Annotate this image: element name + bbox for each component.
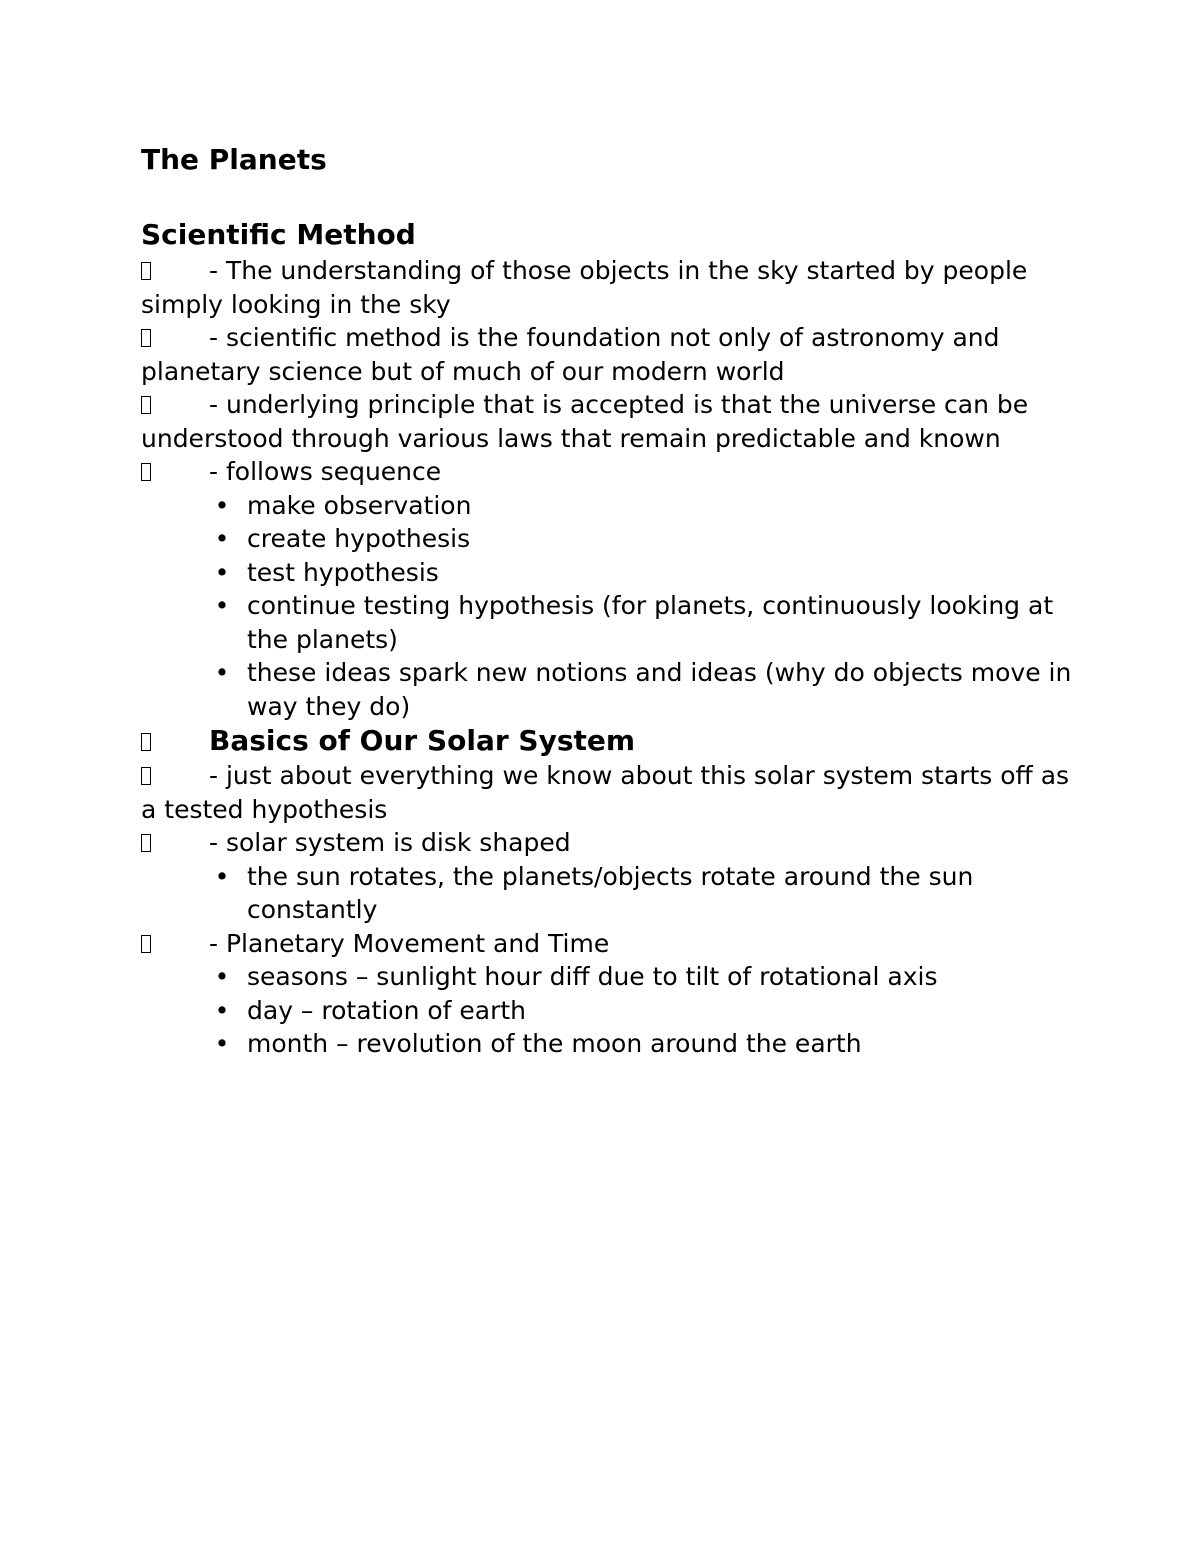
list-item: [214, 1027, 1076, 1061]
entry-text: - solar system is disk shaped: [209, 828, 571, 857]
entry: [141, 927, 1076, 961]
missing-glyph-icon: [141, 262, 151, 280]
list-item: [214, 960, 1076, 994]
section-heading-solar-system: [141, 723, 1076, 759]
entry: [141, 826, 1076, 860]
document-page: [141, 140, 1076, 1061]
bullet-icon: •: [214, 861, 230, 891]
missing-glyph-icon: [141, 329, 151, 347]
document-title: The Planets: [141, 143, 327, 176]
bullet-icon: •: [214, 995, 230, 1025]
entry-text: - follows sequence: [209, 457, 442, 486]
bullet-icon: •: [214, 591, 230, 620]
missing-glyph-icon: [141, 935, 151, 953]
bullet-list: [141, 860, 1076, 927]
entry-text: - scientific method is the foundation not only of astronomy and planetary science but of much of our modern world: [141, 323, 1000, 386]
list-item-text: create hypothesis: [247, 524, 471, 553]
missing-glyph-icon: [141, 463, 151, 481]
bullet-icon: •: [214, 962, 230, 991]
bullet-icon: •: [214, 524, 230, 553]
list-item: [214, 522, 1076, 556]
bullet-icon: •: [214, 557, 230, 587]
list-item-text: make observation: [247, 490, 472, 520]
entry-text: - just about everything we know about this solar system starts off as a tested hypothesis: [141, 761, 1070, 824]
missing-glyph-icon: [141, 767, 151, 785]
list-item-text: month – revolution of the moon around the earth: [247, 1029, 862, 1058]
entry: [141, 321, 1076, 388]
entry-text: - underlying principle that is accepted is that the universe can be understood through various laws that remain predictable and known: [141, 390, 1029, 453]
entry-text: - Planetary Movement and Time: [209, 928, 610, 958]
bullet-icon: •: [214, 658, 230, 687]
list-item-text: the sun rotates, the planets/objects rotate around the sun constantly: [247, 861, 974, 924]
entry: [141, 455, 1076, 489]
entry-text: - The understanding of those objects in the sky started by people simply looking in the sky: [141, 256, 1028, 319]
list-item: [214, 860, 1076, 927]
bullet-list: [141, 960, 1076, 1061]
list-item: [214, 994, 1076, 1028]
list-item-text: continue testing hypothesis (for planets, continuously looking at the planets): [247, 591, 1054, 654]
list-item: [214, 556, 1076, 590]
list-item: [214, 489, 1076, 523]
list-item: [214, 589, 1076, 656]
entry: [141, 759, 1076, 826]
list-item: [214, 656, 1076, 723]
entry: [141, 254, 1076, 321]
missing-glyph-icon: [141, 834, 151, 852]
missing-glyph-icon: [141, 733, 151, 751]
list-item-text: day – rotation of earth: [247, 995, 527, 1025]
list-item-text: seasons – sunlight hour diff due to tilt of rotational axis: [247, 962, 938, 991]
bullet-icon: •: [214, 490, 230, 520]
list-item-text: these ideas spark new notions and ideas (why do objects move in way they do): [247, 658, 1072, 721]
bullet-icon: •: [214, 1029, 230, 1058]
bullet-list: [141, 489, 1076, 724]
entry: [141, 388, 1076, 455]
section-heading-scientific-method: Scientific Method: [141, 218, 416, 251]
section-heading-text: Basics of Our Solar System: [209, 724, 636, 757]
list-item-text: test hypothesis: [247, 557, 439, 587]
missing-glyph-icon: [141, 396, 151, 414]
